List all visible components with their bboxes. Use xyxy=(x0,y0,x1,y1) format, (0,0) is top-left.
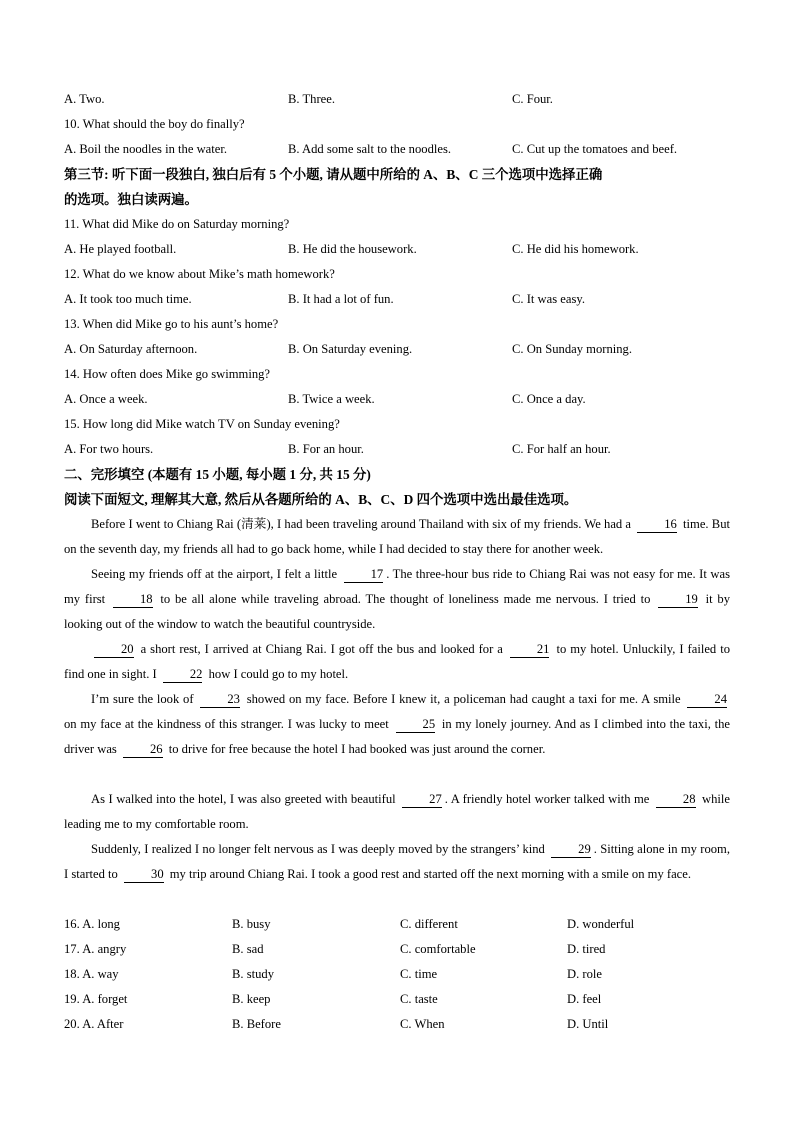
option-a: 19. A. forget xyxy=(64,992,128,1006)
option-b: B. Twice a week. xyxy=(288,392,375,406)
cloze-instruction: 阅读下面短文, 理解其大意, 然后从各题所给的 A、B、C、D 四个选项中选出最佳选项。 xyxy=(64,492,578,507)
option-d: D. Until xyxy=(567,1017,609,1031)
option-c: C. taste xyxy=(400,992,438,1006)
q12-options xyxy=(64,287,764,312)
question-stem: 15. How long did Mike watch TV on Sunday evening? xyxy=(64,417,340,431)
option-a: A. Once a week. xyxy=(64,392,148,406)
option-c: C. time xyxy=(400,967,438,981)
option-c: C. When xyxy=(400,1017,445,1031)
option-c: C. On Sunday morning. xyxy=(512,342,632,356)
cloze-paragraph-5: As I walked into the hotel, I was also greeted with beautiful 27 . A friendly hotel worker talked with me 28 while leading me to my comfortable room. xyxy=(64,792,730,831)
blank-17: 17 xyxy=(344,567,384,583)
option-c: C. comfortable xyxy=(400,942,476,956)
option-b: B. sad xyxy=(232,942,264,956)
blank-23: 23 xyxy=(200,692,240,708)
blank-22: 22 xyxy=(163,667,203,683)
option-c: C. For half an hour. xyxy=(512,442,611,456)
cloze-options-17 xyxy=(64,937,764,962)
option-d: D. tired xyxy=(567,942,606,956)
option-a: 16. A. long xyxy=(64,917,120,931)
cloze-options-20 xyxy=(64,1012,764,1037)
option-c: C. Once a day. xyxy=(512,392,586,406)
option-c: C. different xyxy=(400,917,458,931)
option-a: 18. A. way xyxy=(64,967,119,981)
section3-heading-line1: 第三节: 听下面一段独白, 独白后有 5 个小题, 请从题中所给的 A、B、C 三个选项中选择正确 xyxy=(64,167,603,182)
question-stem: 11. What did Mike do on Saturday morning? xyxy=(64,217,290,231)
option-b: B. keep xyxy=(232,992,271,1006)
option-b: B. Add some salt to the noodles. xyxy=(288,142,452,156)
cloze-heading: 二、完形填空 (本题有 15 小题, 每小题 1 分, 共 15 分) xyxy=(64,467,371,482)
blank-24: 24 xyxy=(687,692,727,708)
option-a: A. Boil the noodles in the water. xyxy=(64,142,227,156)
blank-26: 26 xyxy=(123,742,163,758)
question-stem: 13. When did Mike go to his aunt’s home? xyxy=(64,317,279,331)
q10-options xyxy=(64,137,764,162)
option-a: 17. A. angry xyxy=(64,942,127,956)
option-a: 20. A. After xyxy=(64,1017,124,1031)
cloze-paragraph-3: 20 a short rest, I arrived at Chiang Rai. I got off the bus and looked for a 21 to my hotel. Unluckily, I failed to find one in sight. I 22 how I could go to my hotel. xyxy=(64,642,730,681)
cloze-paragraph-6: Suddenly, I realized I no longer felt nervous as I was deeply moved by the strangers’ kind 29 . Sitting alone in my room, I started to 30 my trip around Chiang Rai. I took a good rest and started off the next morning with a smile on my face. xyxy=(64,842,730,881)
option-b: B. On Saturday evening. xyxy=(288,342,413,356)
q11-options xyxy=(64,237,764,262)
blank-20: 20 xyxy=(94,642,134,658)
option-a: A. For two hours. xyxy=(64,442,154,456)
blank-19: 19 xyxy=(658,592,698,608)
blank-21: 21 xyxy=(510,642,550,658)
q14-options xyxy=(64,387,764,412)
option-b: B. study xyxy=(232,967,274,981)
option-d: D. role xyxy=(567,967,602,981)
option-b: B. busy xyxy=(232,917,271,931)
option-c: C. It was easy. xyxy=(512,292,585,306)
blank-16: 16 xyxy=(637,517,677,533)
q13-options xyxy=(64,337,764,362)
blank-27: 27 xyxy=(402,792,442,808)
blank-30: 30 xyxy=(124,867,164,883)
cloze-options-18 xyxy=(64,962,764,987)
option-a: A. He played football. xyxy=(64,242,177,256)
option-d: D. wonderful xyxy=(567,917,635,931)
q15-options xyxy=(64,437,764,462)
option-b: B. It had a lot of fun. xyxy=(288,292,394,306)
option-b: B. For an hour. xyxy=(288,442,364,456)
option-c: C. He did his homework. xyxy=(512,242,639,256)
option-a: A. On Saturday afternoon. xyxy=(64,342,198,356)
question-stem: 12. What do we know about Mike’s math homework? xyxy=(64,267,335,281)
question-stem: 14. How often does Mike go swimming? xyxy=(64,367,271,381)
cloze-paragraph-4: I’m sure the look of 23 showed on my face. Before I knew it, a policeman had caught a taxi for me. A smile 24 on my face at the kindness of this stranger. I was lucky to meet 25 in my lonely journey. And as I climbed into the taxi, the driver was 26 to drive for free because the hotel I had booked was just around the corner. xyxy=(64,692,730,756)
option-c: C. Four. xyxy=(512,92,553,106)
question-stem: 10. What should the boy do finally? xyxy=(64,117,245,131)
q9-options xyxy=(64,87,764,112)
option-c: C. Cut up the tomatoes and beef. xyxy=(512,142,678,156)
cloze-paragraph-2: Seeing my friends off at the airport, I felt a little 17 . The three-hour bus ride to Chiang Rai was not easy for me. It was my first 18 to be all alone while traveling abroad. The thought of loneliness made me nervous. I tried to 19 it by looking out of the window to watch the beautiful countryside. xyxy=(64,567,731,631)
option-a: A. It took too much time. xyxy=(64,292,192,306)
cloze-options-19 xyxy=(64,987,764,1012)
blank-29: 29 xyxy=(551,842,591,858)
section3-heading-line2: 的选项。独白读两遍。 xyxy=(64,192,198,207)
option-b: B. He did the housework. xyxy=(288,242,417,256)
option-b: B. Three. xyxy=(288,92,335,106)
option-b: B. Before xyxy=(232,1017,281,1031)
cloze-options-16 xyxy=(64,912,764,937)
cloze-paragraph-1: Before I went to Chiang Rai (清莱), I had been traveling around Thailand with six of my friends. We had a 16 time. But on the seventh day, my friends all had to go back home, while I had decided to stay there for another week. xyxy=(64,517,730,556)
blank-25: 25 xyxy=(396,717,436,733)
blank-18: 18 xyxy=(113,592,153,608)
option-a: A. Two. xyxy=(64,92,105,106)
blank-28: 28 xyxy=(656,792,696,808)
option-d: D. feel xyxy=(567,992,602,1006)
